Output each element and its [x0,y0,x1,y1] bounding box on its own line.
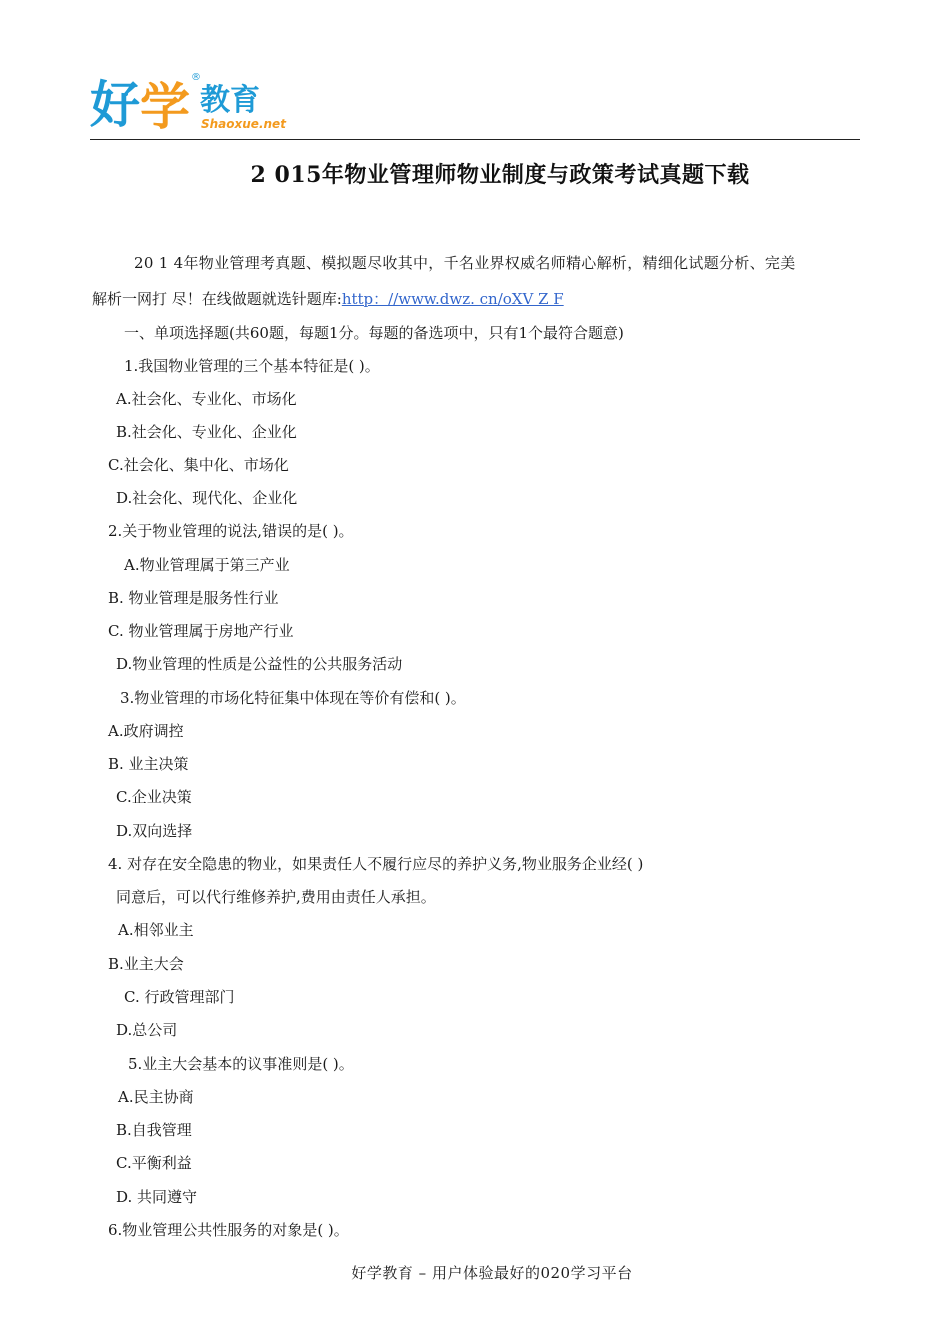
q1-option-a: A.社会化、专业化、市场化 [116,390,297,408]
q3-option-d: D.双向选择 [116,822,193,840]
question-bank-link[interactable]: http：//www.dwz. cn/oXV Z F [341,290,564,308]
question-1: 1.我国物业管理的三个基本特征是( )。 [124,357,380,375]
section-heading: 一、单项选择题(共60题，每题1分。每题的备选项中，只有1个最符合题意) [124,324,624,342]
q4-option-c: C. 行政管理部门 [124,988,235,1006]
q3-option-c: C.企业决策 [116,788,192,806]
q2-option-c: C. 物业管理属于房地产行业 [108,622,294,640]
question-3: 3.物业管理的市场化特征集中体现在等价有偿和( )。 [120,689,466,707]
question-4: 4. 对存在安全隐患的物业，如果责任人不履行应尽的养护义务,物业服务企业经( ) [108,855,644,873]
q3-option-b: B. 业主决策 [108,755,189,773]
q5-option-c: C.平衡利益 [116,1154,192,1172]
intro-paragraph-line-2 [92,289,564,309]
logo-char-xue: 学 [140,78,190,136]
document-title: 2 015年物业管理师物业制度与政策考试真题下载 [250,162,750,188]
q5-option-b: B.自我管理 [116,1121,192,1139]
q1-option-c: C.社会化、集中化、市场化 [108,456,289,474]
logo-char-hao: 好 [90,76,140,134]
q1-option-d: D.社会化、现代化、企业化 [116,489,298,507]
q1-option-b: B.社会化、专业化、企业化 [116,423,297,441]
question-2: 2.关于物业管理的说法,错误的是( )。 [108,522,354,540]
header-divider [90,139,860,140]
q4-option-d: D.总公司 [116,1021,178,1039]
logo-site: Shaoxue.net [201,117,286,131]
q2-option-d: D.物业管理的性质是公益性的公共服务活动 [116,655,403,673]
q3-option-a: A.政府调控 [108,722,184,740]
q4-option-b: B.业主大会 [108,955,184,973]
q4-option-a: A.相邻业主 [118,921,194,939]
question-6: 6.物业管理公共性服务的对象是( )。 [108,1221,349,1239]
page-footer: 好学教育 – 用户体验最好的020学习平台 [351,1264,633,1282]
intro-paragraph-line-1: 20 1 4年物业管理考真题、模拟题尽收其中，千名业界权威名师精心解析，精细化试题分析、完美 [134,254,796,272]
question-5: 5.业主大会基本的议事准则是( )。 [128,1055,354,1073]
intro-text: 解析一网打 尽！在线做题就选针题库: [92,290,342,308]
q2-option-a: A.物业管理属于第三产业 [124,556,290,574]
logo-name-tail: 教育 [200,83,260,118]
q5-option-a: A.民主协商 [118,1088,194,1106]
logo-registered-mark: ® [191,72,201,83]
haoxue-logo [90,66,290,138]
question-4-continued: 同意后，可以代行维修养护,费用由责任人承担。 [116,888,436,906]
q2-option-b: B. 物业管理是服务性行业 [108,589,279,607]
q5-option-d: D. 共同遵守 [116,1188,198,1206]
